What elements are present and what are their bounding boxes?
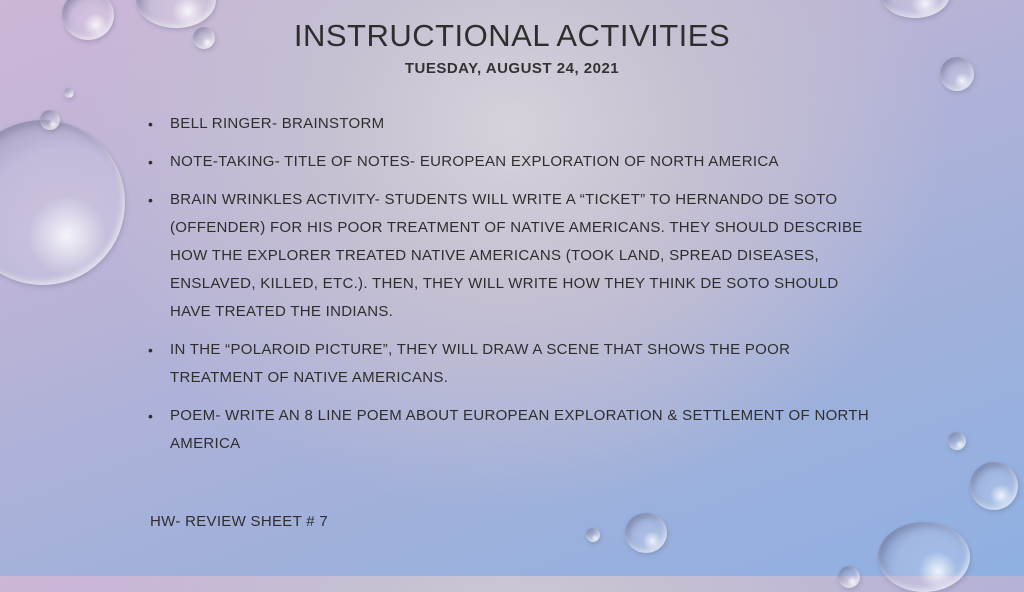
bullet-icon: • (148, 342, 154, 358)
bullet-icon: • (148, 408, 154, 424)
list-item (148, 148, 878, 176)
water-droplet-decoration (625, 513, 667, 553)
activity-list (148, 110, 878, 468)
slide-title: INSTRUCTIONAL ACTIVITIES (293, 18, 731, 53)
water-droplet-decoration (878, 522, 970, 592)
list-item-text: NOTE-TAKING- TITLE OF NOTES- EUROPEAN EXPLORATION OF NORTH AMERICA (170, 153, 779, 170)
water-droplet-decoration (0, 120, 125, 285)
water-droplet-decoration (586, 528, 600, 542)
water-droplet-decoration (948, 432, 966, 450)
list-item-text: BRAIN WRINKLES ACTIVITY- STUDENTS WILL WRITE A “TICKET” TO HERNANDO DE SOTO (OFFENDER) FOR HIS POOR TREATMENT OF NATIVE AMERICANS. THEY SHOULD DESCRIBE HOW THE EXPLORER TREATED NATIVE AMERICANS (TOOK LAND, SPREAD DISEASES, ENSLAVED, KILLED, ETC.). THEN, THEY WILL WRITE HOW THEY THINK DE SOTO SHOULD HAVE TREATED THE INDIANS. (170, 191, 863, 320)
bullet-icon: • (148, 192, 154, 208)
water-droplet-decoration (970, 462, 1018, 510)
bullet-icon: • (148, 154, 154, 170)
water-droplet-decoration (64, 88, 74, 98)
homework-note: HW- REVIEW SHEET # 7 (150, 513, 328, 530)
list-item (148, 110, 878, 138)
list-item (148, 402, 878, 458)
list-item (148, 186, 878, 326)
list-item-text: IN THE “POLAROID PICTURE”, THEY WILL DRAW A SCENE THAT SHOWS THE POOR TREATMENT OF NATIVE AMERICANS. (170, 341, 791, 386)
water-droplet-decoration (838, 566, 860, 588)
water-droplet-decoration (880, 0, 950, 18)
list-item-text: BELL RINGER- BRAINSTORM (170, 115, 385, 132)
slide-subtitle: TUESDAY, AUGUST 24, 2021 (404, 60, 620, 77)
bullet-icon: • (148, 116, 154, 132)
water-droplet-decoration (40, 110, 60, 130)
list-item-text: POEM- WRITE AN 8 LINE POEM ABOUT EUROPEAN EXPLORATION & SETTLEMENT OF NORTH AMERICA (170, 407, 870, 452)
list-item (148, 336, 878, 392)
